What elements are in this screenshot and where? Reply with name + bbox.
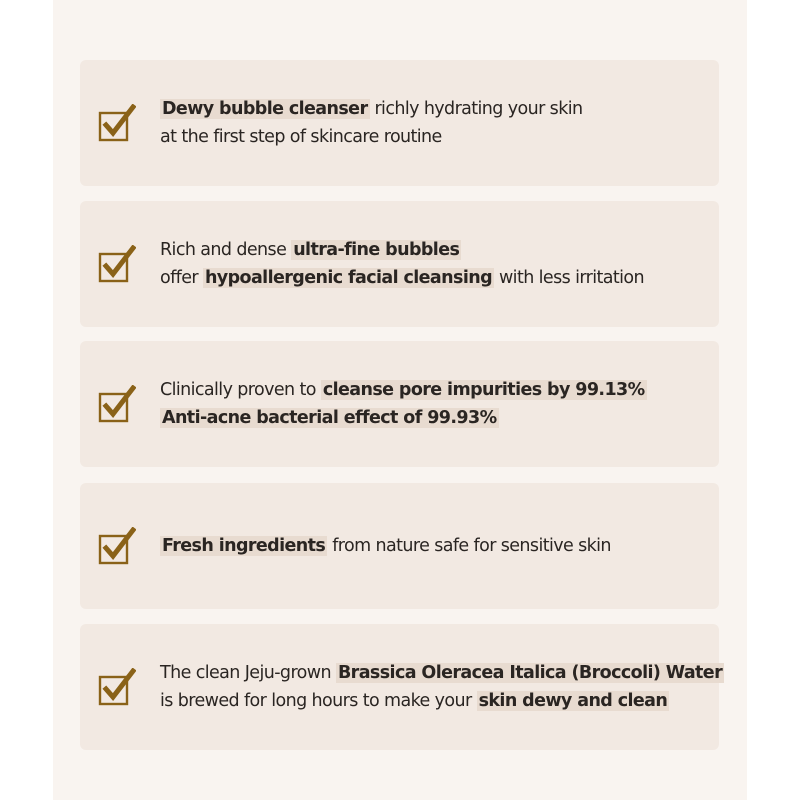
checkbox-checked-icon	[98, 385, 136, 423]
feature-text-5	[160, 659, 723, 715]
feature-card-5	[80, 624, 723, 750]
feature-card-3	[80, 341, 719, 467]
feature-card-2	[80, 201, 719, 327]
plain-text: is brewed for long hours to make your	[160, 691, 477, 711]
feature-card-4	[80, 483, 719, 609]
plain-text: with less irritation	[494, 268, 644, 288]
highlighted-phrase: skin dewy and clean	[478, 691, 668, 711]
checkbox-checked-icon	[98, 245, 136, 283]
highlighted-phrase: ultra-fine bubbles	[293, 240, 460, 260]
feature-text-2	[160, 236, 713, 292]
feature-line	[160, 659, 723, 687]
feature-card-1	[80, 60, 719, 186]
feature-line	[160, 236, 713, 264]
feature-line	[160, 95, 713, 123]
highlighted-phrase: Anti-acne bacterial effect of 99.93%	[162, 408, 497, 428]
plain-text: Rich and dense	[160, 240, 292, 260]
feature-text-4	[160, 532, 713, 560]
highlighted-phrase: Dewy bubble cleanser	[162, 99, 368, 119]
plain-text: from nature safe for sensitive skin	[327, 536, 611, 556]
checkbox-checked-icon	[98, 104, 136, 142]
plain-text: offer	[160, 268, 203, 288]
plain-text: The clean Jeju-grown	[160, 663, 336, 683]
feature-line	[160, 687, 713, 715]
highlighted-phrase: Brassica Oleracea Italica (Broccoli) Water	[337, 663, 723, 683]
plain-text: Clinically proven to	[160, 380, 321, 400]
feature-line	[160, 532, 713, 560]
plain-text: richly hydrating your skin	[369, 99, 583, 119]
feature-line	[160, 123, 713, 151]
highlighted-phrase: cleanse pore impurities by 99.13%	[322, 380, 645, 400]
checkbox-checked-icon	[98, 668, 136, 706]
feature-line	[160, 404, 713, 432]
highlighted-phrase: hypoallergenic facial cleansing	[204, 268, 492, 288]
checkbox-checked-icon	[98, 527, 136, 565]
plain-text: at the first step of skincare routine	[160, 127, 442, 147]
feature-text-1	[160, 95, 713, 151]
feature-line	[160, 264, 713, 292]
highlighted-phrase: Fresh ingredients	[162, 536, 326, 556]
feature-line	[160, 376, 713, 404]
feature-text-3	[160, 376, 713, 432]
